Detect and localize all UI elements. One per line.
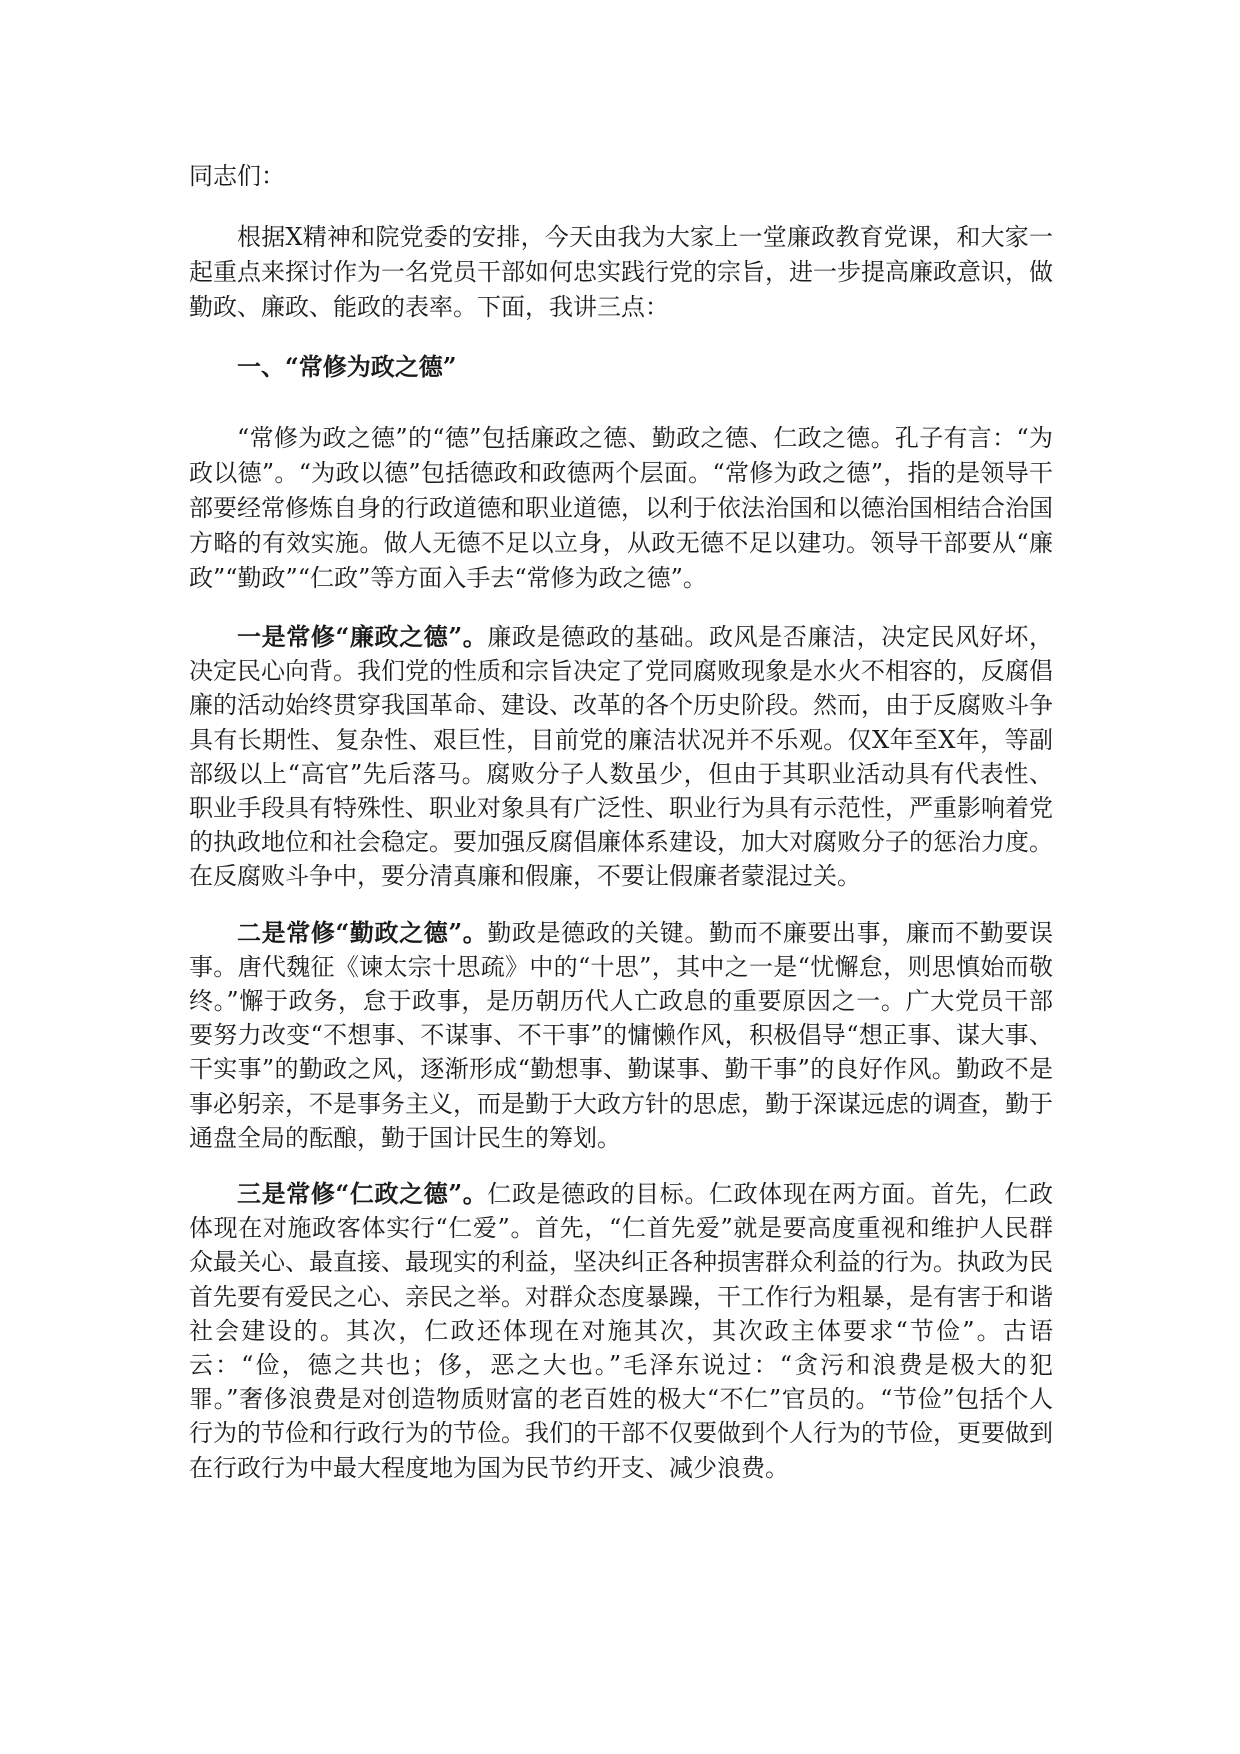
- point-text-1: 廉政是德政的基础。政风是否廉洁，决定民风好坏，决定民心向背。我们党的性质和宗旨决定了党同腐败现象是水火不相容的，反腐倡廉的活动始终贯穿我国革命、建设、改革的各个历史阶段。然而，由于反腐败斗争具有长期性、复杂性、艰巨性，目前党的廉洁状况并不乐观。仅X年至X年，等副部级以上“高官”先后落马。腐败分子人数虽少，但由于其职业活动具有代表性、职业手段具有特殊性、职业对象具有广泛性、职业行为具有示范性，严重影响着党的执政地位和社会稳定。要加强反腐倡廉体系建设，加大对腐败分子的惩治力度。在反腐败斗争中，要分清真廉和假廉，不要让假廉者蒙混过关。: [189, 623, 1053, 891]
- document-body: [189, 158, 1053, 1507]
- section-heading: 一、“常修为政之德”: [237, 352, 457, 381]
- point-paragraph-1: [189, 620, 1053, 894]
- point-lead-1: 一是常修“廉政之德”。: [237, 622, 488, 651]
- point-paragraph-2: [189, 916, 1053, 1155]
- intro-paragraph: 根据X精神和院党委的安排，今天由我为大家上一堂廉政教育党课，和大家一起重点来探讨作为一名党员干部如何忠实践行党的宗旨，进一步提高廉政意识，做勤政、廉政、能政的表率。下面，我讲三点：: [189, 223, 1053, 321]
- point-lead-3: 三是常修“仁政之德”。: [237, 1179, 488, 1209]
- point-text-2: 勤政是德政的关键。勤而不廉要出事，廉而不勤要误事。唐代魏征《谏太宗十思疏》中的“十思”，其中之一是“忧懈怠，则思慎始而敬终。”懈于政务，怠于政事，是历朝历代人亡政息的重要原因之一。广大党员干部要努力改变“不想事、不谋事、不干事”的慵懒作风，积极倡导“想正事、谋大事、干实事”的勤政之风，逐渐形成“勤想事、勤谋事、勤干事”的良好作风。勤政不是事必躬亲，不是事务主义，而是勤于大政方针的思虑，勤于深谋远虑的调查，勤于通盘全局的酝酿，勤于国计民生的筹划。: [189, 918, 1053, 1152]
- section-intro-paragraph: “常修为政之德”的“德”包括廉政之德、勤政之德、仁政之德。孔子有言：“为政以德”。“为政以德”包括德政和政德两个层面。“常修为政之德”，指的是领导干部要经常修炼自身的行政道德和职业道德，以利于依法治国和以德治国相结合治国方略的有效实施。做人无德不足以立身，从政无德不足以建功。领导干部要从“廉政”“勤政”“仁政”等方面入手去“常修为政之德”。: [189, 424, 1053, 592]
- point-text-3: 仁政是德政的目标。仁政体现在两方面。首先，仁政体现在对施政客体实行“仁爱”。首先，“仁首先爱”就是要高度重视和维护人民群众最关心、最直接、最现实的利益，坚决纠正各种损害群众利益的行为。执政为民首先要有爱民之心、亲民之举。对群众态度暴躁，干工作行为粗暴，是有害于和谐社会建设的。其次，仁政还体现在对施其次，其次政主体要求“节俭”。古语云：“俭，德之共也；侈，恶之大也。”毛泽东说过：“贪污和浪费是极大的犯罪。”奢侈浪费是对创造物质财富的老百姓的极大“不仁”官员的。“节俭”包括个人行为的节俭和行政行为的节俭。我们的干部不仅要做到个人行为的节俭，更要做到在行政行为中最大程度地为国为民节约开支、减少浪费。: [189, 1180, 1053, 1482]
- salutation: 同志们：: [189, 162, 285, 190]
- point-paragraph-3: [189, 1177, 1053, 1485]
- point-lead-2: 二是常修“勤政之德”。: [237, 917, 488, 947]
